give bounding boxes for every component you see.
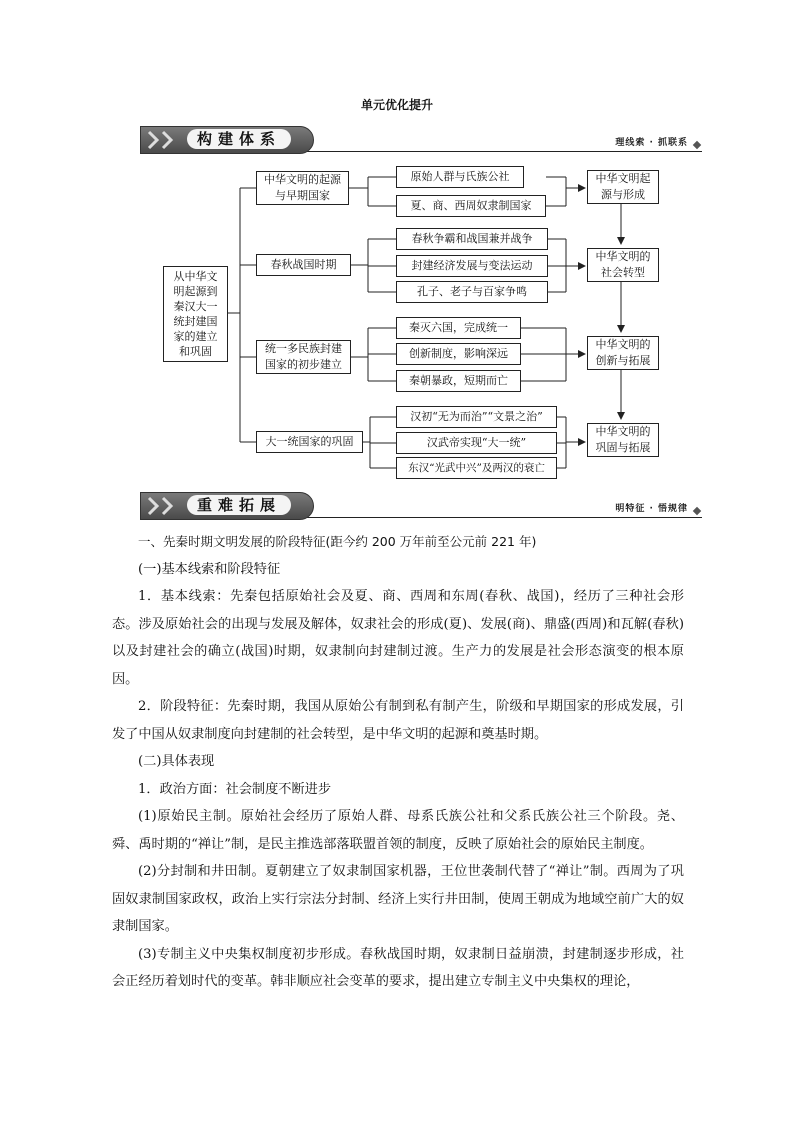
section-tagline: 理线索 · 抓联系 — [615, 138, 688, 148]
section-title: 构建体系 — [187, 129, 291, 149]
stage-2-item-1: 春秋争霸和战国兼并战争 — [396, 228, 548, 250]
diagram-root: 从中华文明起源到秦汉大一统封建国家的建立和巩固 — [163, 266, 228, 362]
stage-3-item-2: 创新制度，影响深远 — [396, 343, 521, 365]
diamond-icon — [693, 507, 701, 515]
paragraph: 2．阶段特征：先秦时期，我国从原始公有制到私有制产生，阶级和早期国家的形成发展，引发了中国从奴隶制度向封建制的社会转型，是中华文明的起源和奠基时期。 — [112, 699, 684, 742]
body-text — [112, 528, 684, 996]
stage-3-result: 中华文明的创新与拓展 — [587, 336, 659, 370]
stage-3-item-3: 秦朝暴政，短期而亡 — [396, 370, 521, 392]
chevron-right-icon — [161, 496, 175, 516]
stage-2-result: 中华文明的社会转型 — [587, 248, 659, 282]
stage-2-label: 春秋战国时期 — [256, 254, 351, 276]
section-title: 重难拓展 — [187, 495, 291, 515]
chevron-right-icon — [147, 496, 161, 516]
heading-level2: (一)基本线索和阶段特征 — [138, 561, 281, 577]
stage-1-item-2: 夏、商、西周奴隶制国家 — [396, 195, 546, 217]
stage-2-item-3: 孔子、老子与百家争鸣 — [396, 281, 548, 303]
stage-4-result: 中华文明的巩固与拓展 — [587, 423, 659, 457]
stage-4-label: 大一统国家的巩固 — [256, 431, 363, 453]
section-banner-extension — [140, 492, 702, 522]
stage-3-item-1: 秦灭六国，完成统一 — [396, 317, 521, 339]
chevron-right-icon — [147, 130, 161, 150]
paragraph: (1)原始民主制。原始社会经历了原始人群、母系氏族公社和父系氏族公社三个阶段。尧、舜、禹时期的“禅让”制，是民主推选部落联盟首领的制度，反映了原始社会的原始民主制度。 — [112, 809, 684, 852]
stage-4-item-2: 汉武帝实现“大一统” — [396, 432, 557, 454]
paragraph: 1．政治方面：社会制度不断进步 — [138, 781, 332, 797]
banner-tab — [140, 492, 314, 520]
paragraph: (2)分封制和井田制。夏朝建立了奴隶制国家机器，王位世袭制代替了“禅让”制。西周为了巩固奴隶制国家政权，政治上实行宗法分封制、经济上实行井田制，使周王朝成为地域空前广大的奴隶制国家。 — [112, 864, 684, 934]
stage-1-item-1: 原始人群与氏族公社 — [396, 166, 524, 188]
stage-4-item-1: 汉初“无为而治”“文景之治” — [396, 406, 557, 428]
heading-level1: 一、先秦时期文明发展的阶段特征(距今约 200 万年前至公元前 221 年) — [138, 534, 537, 549]
section-banner-framework — [140, 126, 702, 156]
stage-1-label: 中华文明的起源与早期国家 — [256, 171, 349, 205]
heading-level2: (二)具体表现 — [138, 754, 215, 769]
paragraph: 1．基本线索：先秦包括原始社会及夏、商、西周和东周(春秋、战国)，经历了三种社会形态。涉及原始社会的出现与发展及解体，奴隶社会的形成(夏)、发展(商)、鼎盛(西周)和瓦解(春秋)以及封建社会的确立(战国)时期，奴隶制向封建制过渡。生产力的发展是社会形态演变的根本原因。 — [112, 589, 684, 687]
banner-tab — [140, 126, 314, 154]
stage-1-result: 中华文明起源与形成 — [587, 170, 659, 204]
paragraph: (3)专制主义中央集权制度初步形成。春秋战国时期，奴隶制日益崩溃，封建制逐步形成，社会正经历着划时代的变革。韩非顺应社会变革的要求，提出建立专制主义中央集权的理论， — [112, 946, 684, 989]
diamond-icon — [693, 141, 701, 149]
section-tagline: 明特征 · 悟规律 — [615, 504, 688, 514]
stage-2-item-2: 封建经济发展与变法运动 — [396, 255, 548, 277]
stage-4-item-3: 东汉“光武中兴”及两汉的衰亡 — [396, 457, 557, 479]
page-title: 单元优化提升 — [360, 98, 433, 112]
stage-3-label: 统一多民族封建国家的初步建立 — [256, 340, 351, 374]
chevron-right-icon — [161, 130, 175, 150]
